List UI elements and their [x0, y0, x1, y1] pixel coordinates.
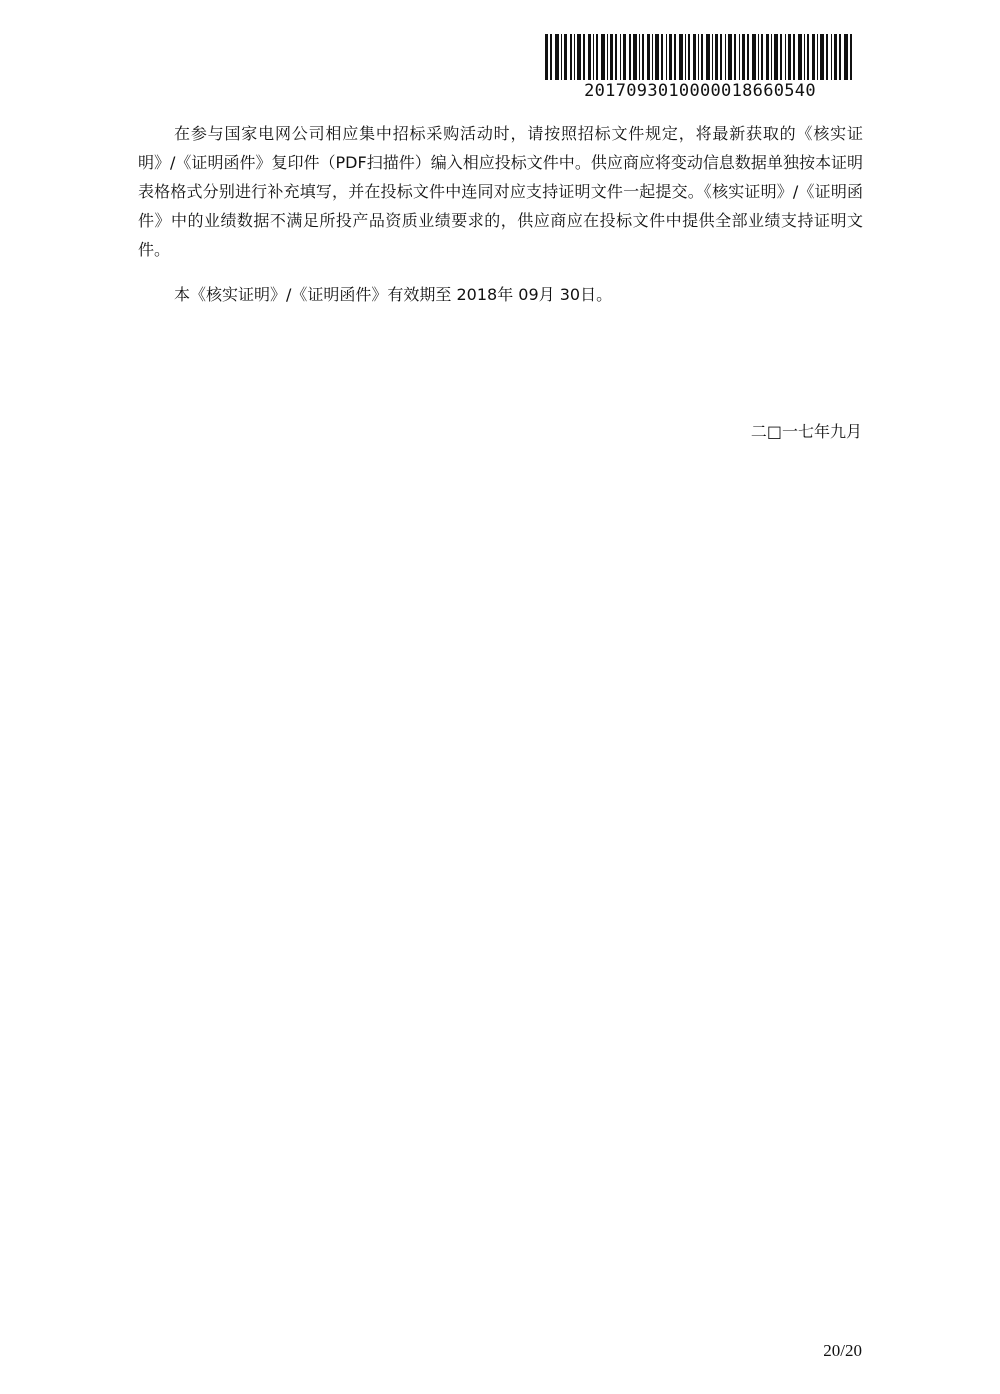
- barcode-block: [545, 34, 855, 104]
- validity-paragraph: 本《核实证明》/《证明函件》有效期至 2018年 09月 30日。: [174, 285, 613, 304]
- document-body: [138, 119, 863, 309]
- body-paragraph: 在参与国家电网公司相应集中招标采购活动时，请按照招标文件规定，将最新获取的《核实证明》/《证明函件》复印件（PDF扫描件）编入相应投标文件中。供应商应将变动信息数据单独按本证明表格格式分别进行补充填写，并在投标文件中连同对应支持证明文件一起提交。《核实证明》/《证明函件》中的业绩数据不满足所投产品资质业绩要求的，供应商应在投标文件中提供全部业绩支持证明文件。: [138, 124, 863, 259]
- signature-date: 二□一七年九月: [750, 422, 862, 441]
- barcode-number: 20170930100000186605​40: [584, 81, 816, 101]
- barcode-icon: [545, 34, 855, 80]
- page-number: 20/20: [823, 1341, 862, 1360]
